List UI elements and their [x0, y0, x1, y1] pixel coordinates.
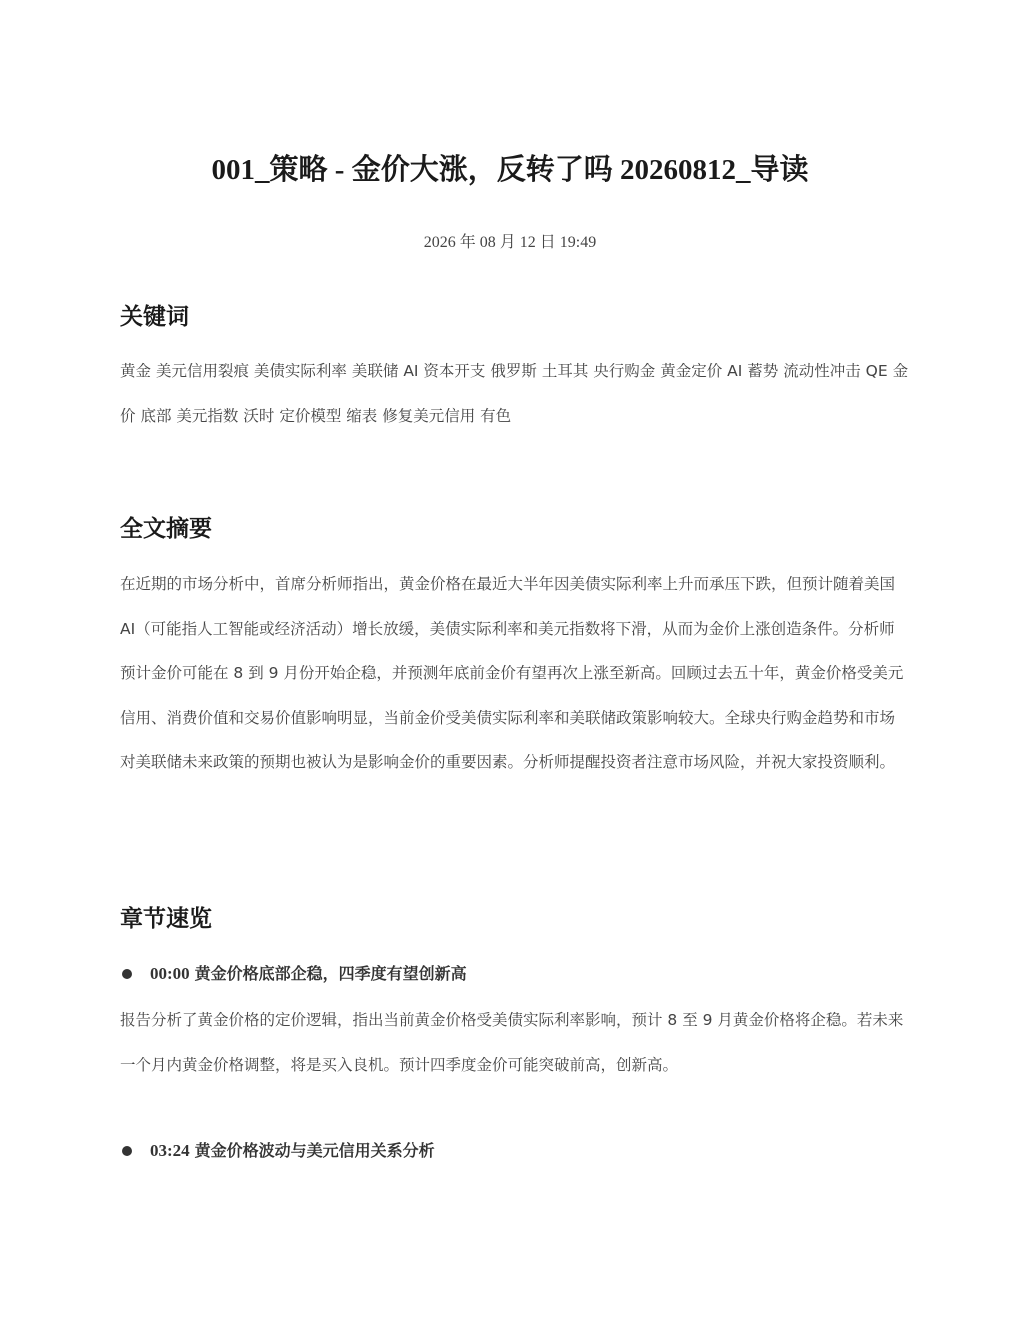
- document-date: 2026 年 08 月 12 日 19:49: [423, 234, 597, 251]
- bullet-icon: [122, 1146, 132, 1156]
- keywords-heading: 关键词: [120, 304, 189, 330]
- keyword: 黄金定价: [660, 362, 723, 380]
- keyword: 沃时: [243, 406, 275, 425]
- keyword: AI 资本开支: [403, 362, 486, 380]
- bullet-icon: [122, 969, 132, 979]
- keyword: 底部: [140, 406, 172, 425]
- keyword: 央行购金: [593, 362, 656, 380]
- keyword: 美债实际利率: [253, 362, 347, 380]
- keyword: 有色: [480, 406, 512, 425]
- chapter-item-title: [120, 1139, 435, 1163]
- keyword: 修复美元信用: [382, 406, 476, 425]
- keyword: 俄罗斯: [490, 362, 537, 380]
- keyword: QE: [865, 362, 888, 380]
- keyword: 流动性冲击: [783, 362, 861, 380]
- summary-heading: 全文摘要: [120, 516, 212, 542]
- chapter-item-title: [120, 962, 467, 986]
- chapter-title-text: 黄金价格底部企稳，四季度有望创新高: [194, 964, 467, 983]
- chapters-heading: 章节速览: [120, 906, 212, 932]
- chapter-timestamp: 03:24: [150, 1141, 190, 1160]
- summary-text: 在近期的市场分析中，首席分析师指出，黄金价格在最近大半年因美债实际利率上升而承压下跌，但预计随着美国 AI（可能指人工智能或经济活动）增长放缓，美债实际利率和美元指数将下滑，从而为金价上涨创造条件。分析师预计金价可能在 8 到 9 月份开始企稳，并预测年底前金价有望再次上涨至新高。回顾过去五十年，黄金价格受美元信用、消费价值和交易价值影响明显，当前金价受美债实际利率和美联储政策影响较大。全球央行购金趋势和市场对美联储未来政策的预期也被认为是影响金价的重要因素。分析师提醒投资者注意市场风险，并祝大家投资顺利。: [120, 575, 904, 771]
- document-title: 001_策略 - 金价大涨，反转了吗 20260812_导读: [211, 154, 809, 186]
- keyword: 金价: [120, 362, 909, 425]
- keyword: AI 蓄势: [727, 362, 779, 380]
- keyword: 定价模型: [279, 406, 342, 425]
- keyword: 美联储: [351, 362, 399, 380]
- chapter-summary: 报告分析了黄金价格的定价逻辑，指出当前黄金价格受美债实际利率影响，预计 8 至 9 月黄金价格将企稳。若未来一个月内黄金价格调整，将是买入良机。预计四季度金价可能突破前高，创新高。: [120, 1011, 904, 1074]
- keyword: 黄金: [120, 362, 152, 380]
- chapter-title-text: 黄金价格波动与美元信用关系分析: [194, 1141, 435, 1160]
- keywords-list: [120, 349, 910, 438]
- keyword: 缩表: [346, 406, 378, 425]
- keyword: 美元信用裂痕: [155, 362, 249, 380]
- keyword: 土耳其: [541, 362, 589, 380]
- keyword: 美元指数: [176, 406, 239, 425]
- chapter-timestamp: 00:00: [150, 964, 190, 983]
